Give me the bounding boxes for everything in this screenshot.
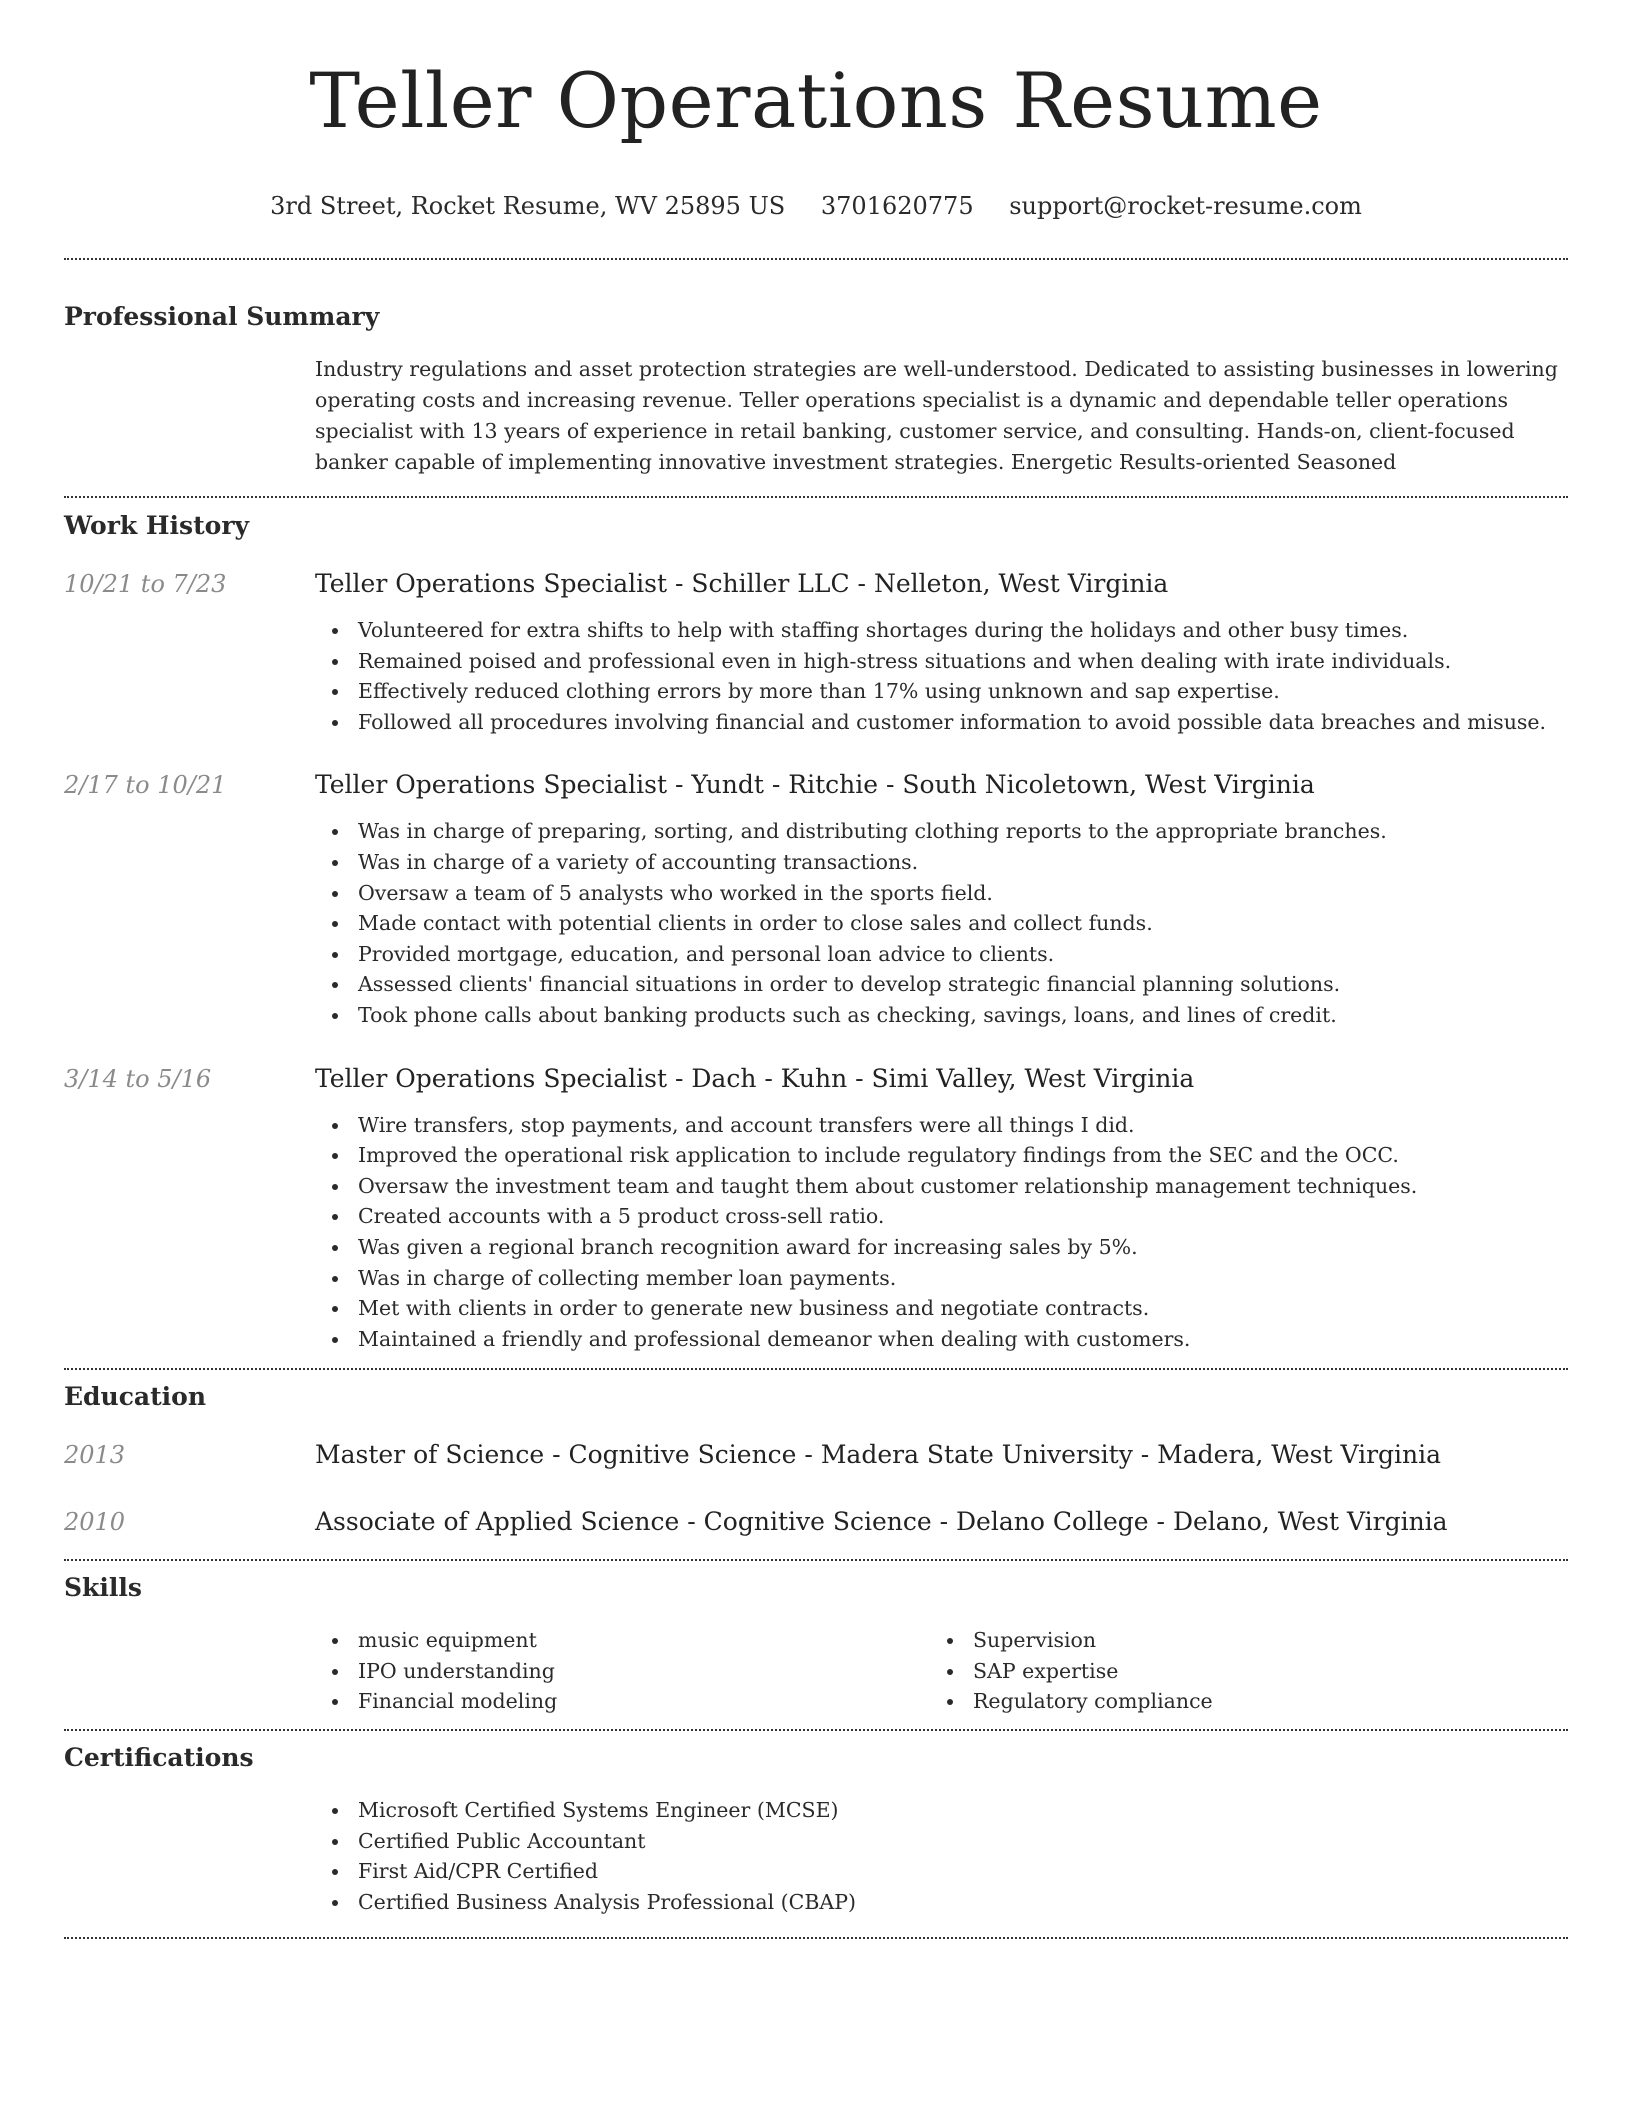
job-dates: 10/21 to 7/23 — [64, 570, 227, 598]
resume-title: Teller Operations Resume — [309, 56, 1323, 145]
education-degree: Master of Science - Cognitive Science - Madera State University - Madera, West Virginia — [315, 1440, 1442, 1470]
resume-page — [64, 0, 1568, 1939]
list-item: IPO understanding — [315, 1656, 930, 1687]
list-item: Improved the operational risk application to include regulatory findings from the SEC and the OCC. — [315, 1140, 1568, 1171]
list-item: SAP expertise — [930, 1656, 1545, 1687]
contact-email: support@rocket-resume.com — [1009, 192, 1362, 220]
list-item: Took phone calls about banking products such as checking, savings, loans, and lines of credit. — [315, 1000, 1568, 1031]
list-item: Certified Public Accountant — [315, 1826, 1568, 1857]
contact-line — [64, 190, 1568, 222]
list-item: Financial modeling — [315, 1686, 930, 1717]
certifications-row — [64, 1795, 1568, 1917]
summary-row — [64, 354, 1568, 478]
job-bullets — [315, 1110, 1568, 1355]
list-item: Met with clients in order to generate new business and negotiate contracts. — [315, 1293, 1568, 1324]
skills-section — [64, 1571, 1568, 1717]
divider — [64, 1937, 1568, 1939]
list-item: Created accounts with a 5 product cross-sell ratio. — [315, 1201, 1568, 1232]
list-item: Oversaw the investment team and taught them about customer relationship management techniques. — [315, 1171, 1568, 1202]
contact-address: 3rd Street, Rocket Resume, WV 25895 US — [270, 192, 786, 220]
list-item: First Aid/CPR Certified — [315, 1856, 1568, 1887]
list-item: Regulatory compliance — [930, 1686, 1545, 1717]
education-section — [64, 1380, 1568, 1539]
list-item: Oversaw a team of 5 analysts who worked in the sports field. — [315, 878, 1568, 909]
summary-section — [64, 300, 1568, 478]
list-item: Certified Business Analysis Professional (CBAP) — [315, 1887, 1568, 1918]
list-item: Was in charge of a variety of accounting transactions. — [315, 847, 1568, 878]
job-entry — [64, 567, 1568, 737]
education-heading: Education — [64, 1382, 207, 1412]
contact-phone: 3701620775 — [820, 192, 974, 220]
job-dates: 3/14 to 5/16 — [64, 1064, 212, 1093]
job-bullets — [315, 615, 1568, 737]
list-item: Wire transfers, stop payments, and account transfers were all things I did. — [315, 1110, 1568, 1141]
list-item: Was in charge of collecting member loan payments. — [315, 1263, 1568, 1294]
skills-row — [64, 1625, 1568, 1717]
work-history-section — [64, 509, 1568, 1354]
work-history-heading: Work History — [64, 511, 250, 540]
summary-heading: Professional Summary — [64, 302, 380, 331]
list-item: Assessed clients' financial situations in order to develop strategic financial planning solutions. — [315, 969, 1568, 1000]
divider — [64, 1559, 1568, 1561]
divider — [64, 1729, 1568, 1731]
certifications-list — [315, 1795, 1568, 1917]
list-item: Volunteered for extra shifts to help with staffing shortages during the holidays and other busy times. — [315, 615, 1568, 646]
list-item: Followed all procedures involving financial and customer information to avoid possible data breaches and misuse. — [315, 707, 1568, 738]
job-title: Teller Operations Specialist - Dach - Kuhn - Simi Valley, West Virginia — [315, 1063, 1195, 1093]
list-item: Effectively reduced clothing errors by more than 17% using unknown and sap expertise. — [315, 676, 1568, 707]
job-title: Teller Operations Specialist - Schiller LLC - Nelleton, West Virginia — [315, 569, 1169, 598]
education-entry — [64, 1505, 1568, 1539]
job-dates: 2/17 to 10/21 — [64, 771, 227, 800]
education-year: 2013 — [64, 1441, 126, 1470]
list-item: Made contact with potential clients in order to close sales and collect funds. — [315, 908, 1568, 939]
education-degree: Associate of Applied Science - Cognitive Science - Delano College - Delano, West Virginia — [315, 1507, 1448, 1537]
skills-list-right — [930, 1625, 1545, 1717]
job-title: Teller Operations Specialist - Yundt - Ritchie - South Nicoletown, West Virginia — [315, 770, 1315, 800]
list-item: Microsoft Certified Systems Engineer (MCSE) — [315, 1795, 1568, 1826]
job-bullets — [315, 816, 1568, 1030]
skills-list-left — [315, 1625, 930, 1717]
list-item: Supervision — [930, 1625, 1545, 1656]
skills-grid — [315, 1625, 1568, 1717]
list-item: Provided mortgage, education, and personal loan advice to clients. — [315, 939, 1568, 970]
certifications-heading: Certifications — [64, 1743, 254, 1773]
summary-text: Industry regulations and asset protection strategies are well-understood. Dedicated to assisting businesses in lowering operating costs and increasing revenue. Teller operations specialist is a dynamic and dependable teller operations specialist with 13 years of experience in retail banking, customer service, and consulting. Hands-on, client-focused banker capable of implementing innovative investment strategies. Energetic Results-oriented Seasoned — [315, 357, 1558, 474]
divider — [64, 1368, 1568, 1370]
education-year: 2010 — [64, 1508, 126, 1537]
job-entry — [64, 768, 1568, 1030]
divider — [64, 258, 1568, 260]
list-item: Was in charge of preparing, sorting, and distributing clothing reports to the appropriate branches. — [315, 816, 1568, 847]
certifications-section — [64, 1741, 1568, 1917]
divider — [64, 496, 1568, 498]
list-item: music equipment — [315, 1625, 930, 1656]
education-entry — [64, 1438, 1568, 1472]
list-item: Was given a regional branch recognition award for increasing sales by 5%. — [315, 1232, 1568, 1263]
skills-heading: Skills — [64, 1573, 142, 1603]
list-item: Maintained a friendly and professional demeanor when dealing with customers. — [315, 1324, 1568, 1355]
job-entry — [64, 1062, 1568, 1355]
list-item: Remained poised and professional even in high-stress situations and when dealing with irate individuals. — [315, 646, 1568, 677]
